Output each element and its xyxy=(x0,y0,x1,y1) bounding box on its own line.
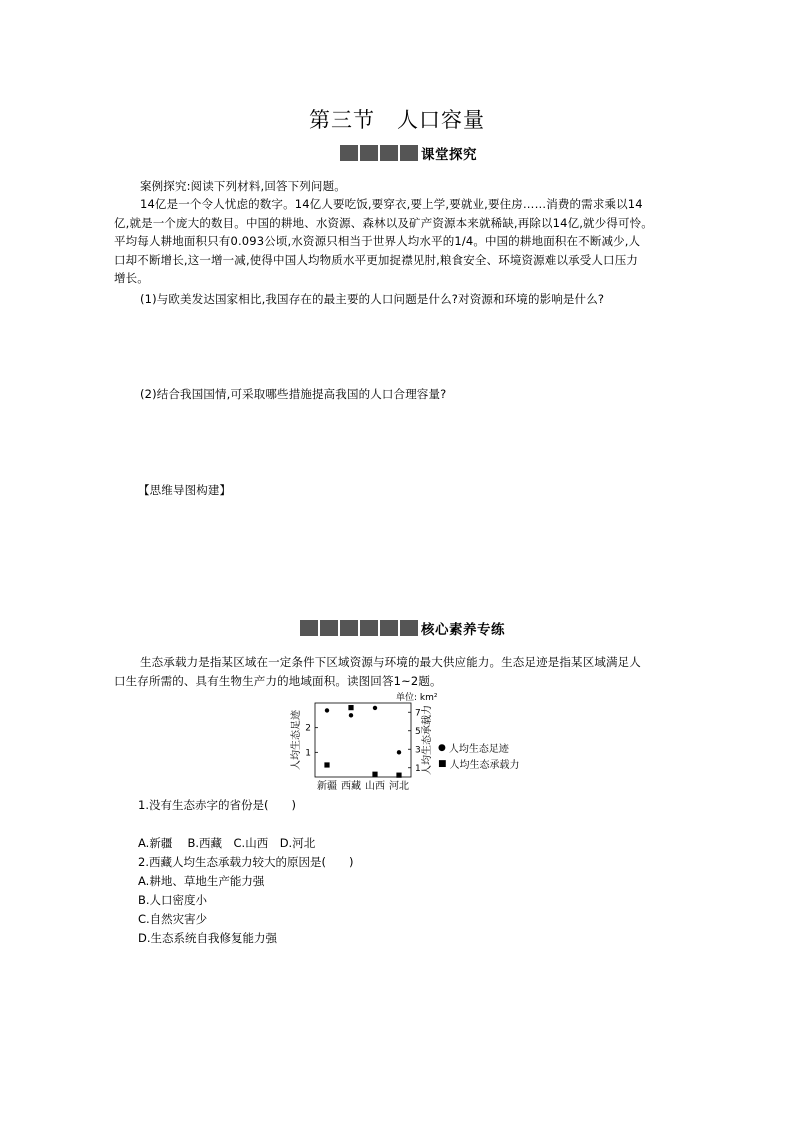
left-tick-label: 2 xyxy=(305,723,311,734)
chart-ticks-group xyxy=(305,708,420,774)
capacity-point xyxy=(372,772,377,777)
case-line: 增长。 xyxy=(114,271,149,285)
banner-block xyxy=(360,620,378,636)
category-label: 新疆 xyxy=(317,781,337,792)
left-tick-label: 1 xyxy=(305,748,311,759)
question-2-option: A.耕地、草地生产能力强 xyxy=(138,874,265,888)
banner-block xyxy=(300,620,318,636)
chart-unit-label: 单位: km² xyxy=(396,693,438,703)
right-tick-label: 5 xyxy=(415,726,421,737)
question-2-stem: 2.西藏人均生态承载力较大的原因是( ) xyxy=(138,855,354,869)
category-label: 河北 xyxy=(389,781,409,792)
case-line: 14亿是一个令人忧虑的数字。14亿人要吃饭,要穿衣,要上学,要就业,要住房……消费的需求乘以14 xyxy=(140,197,643,211)
legend-circle-icon: ● xyxy=(438,742,446,753)
section-heading: 课堂探究 xyxy=(421,147,477,163)
case-intro: 案例探究:阅读下列材料,回答下列问题。 xyxy=(140,179,346,193)
eco-chart xyxy=(288,691,558,793)
footprint-point xyxy=(349,713,353,717)
material-line: 口生存所需的、具有生物生产力的地域面积。读图回答1~2题。 xyxy=(114,674,442,688)
section-banner-core xyxy=(300,618,505,638)
case-question-1: (1)与欧美发达国家相比,我国存在的最主要的人口问题是什么?对资源和环境的影响是什么? xyxy=(140,292,605,306)
section-heading: 核心素养专练 xyxy=(421,622,505,638)
capacity-point xyxy=(348,705,353,710)
case-line: 口却不断增长,这一增一减,使得中国人均物质水平更加捉襟见肘,粮食安全、环境资源难以承受人口压力 xyxy=(114,253,639,267)
right-tick-label: 7 xyxy=(415,708,421,719)
chart-categories-group xyxy=(317,779,409,792)
banner-block xyxy=(360,145,378,161)
legend-item-capacity xyxy=(438,756,520,771)
banner-block xyxy=(340,620,358,636)
mindmap-heading: 【思维导图构建】 xyxy=(138,483,232,497)
banner-block xyxy=(380,145,398,161)
banner-block xyxy=(400,620,418,636)
category-label: 西藏 xyxy=(341,781,361,792)
question-1-options: A.新疆 B.西藏 C.山西 D.河北 xyxy=(138,836,316,850)
question-2-option: B.人口密度小 xyxy=(138,893,208,907)
chart-left-axis-label: 人均生态足迹 xyxy=(291,710,302,770)
section-banner-classroom xyxy=(340,143,477,163)
footprint-point xyxy=(397,750,401,754)
question-2-option: C.自然灾害少 xyxy=(138,912,208,926)
material-line: 生态承载力是指某区域在一定条件下区域资源与环境的最大供应能力。生态足迹是指某区域满足人 xyxy=(140,655,641,669)
footprint-point xyxy=(373,706,377,710)
title-section-number: 第三节 xyxy=(309,108,375,132)
banner-block xyxy=(340,145,358,161)
banner-block xyxy=(320,620,338,636)
legend-label: 人均生态足迹 xyxy=(448,744,509,755)
question-1-stem: 1.没有生态赤字的省份是( ) xyxy=(138,798,296,812)
case-line: 亿,就是一个庞大的数目。中国的耕地、水资源、森林以及矿产资源本来就稀缺,再除以14亿,就少得可怜。 xyxy=(114,216,653,230)
banner-block xyxy=(400,145,418,161)
right-tick-label: 3 xyxy=(415,745,421,756)
page-title xyxy=(0,104,794,134)
legend-label: 人均生态承载力 xyxy=(449,760,520,771)
capacity-point xyxy=(396,773,401,778)
case-line: 平均每人耕地面积只有0.093公顷,水资源只相当于世界人均水平的1/4。中国的耕地面积在不断减少,人 xyxy=(114,234,641,248)
legend-item-footprint xyxy=(438,740,520,755)
case-question-2: (2)结合我国国情,可采取哪些措施提高我国的人口合理容量? xyxy=(140,387,447,401)
chart-right-axis-label: 人均生态承载力 xyxy=(422,705,433,775)
legend-square-icon: ■ xyxy=(438,758,447,769)
banner-block xyxy=(380,620,398,636)
right-tick-label: 1 xyxy=(415,763,421,774)
chart-marks-group xyxy=(324,705,401,778)
title-text: 人口容量 xyxy=(397,108,485,132)
chart-legend xyxy=(438,740,520,771)
footprint-point xyxy=(325,708,329,712)
question-2-option: D.生态系统自我修复能力强 xyxy=(138,931,278,945)
category-label: 山西 xyxy=(365,781,385,792)
capacity-point xyxy=(324,762,329,767)
